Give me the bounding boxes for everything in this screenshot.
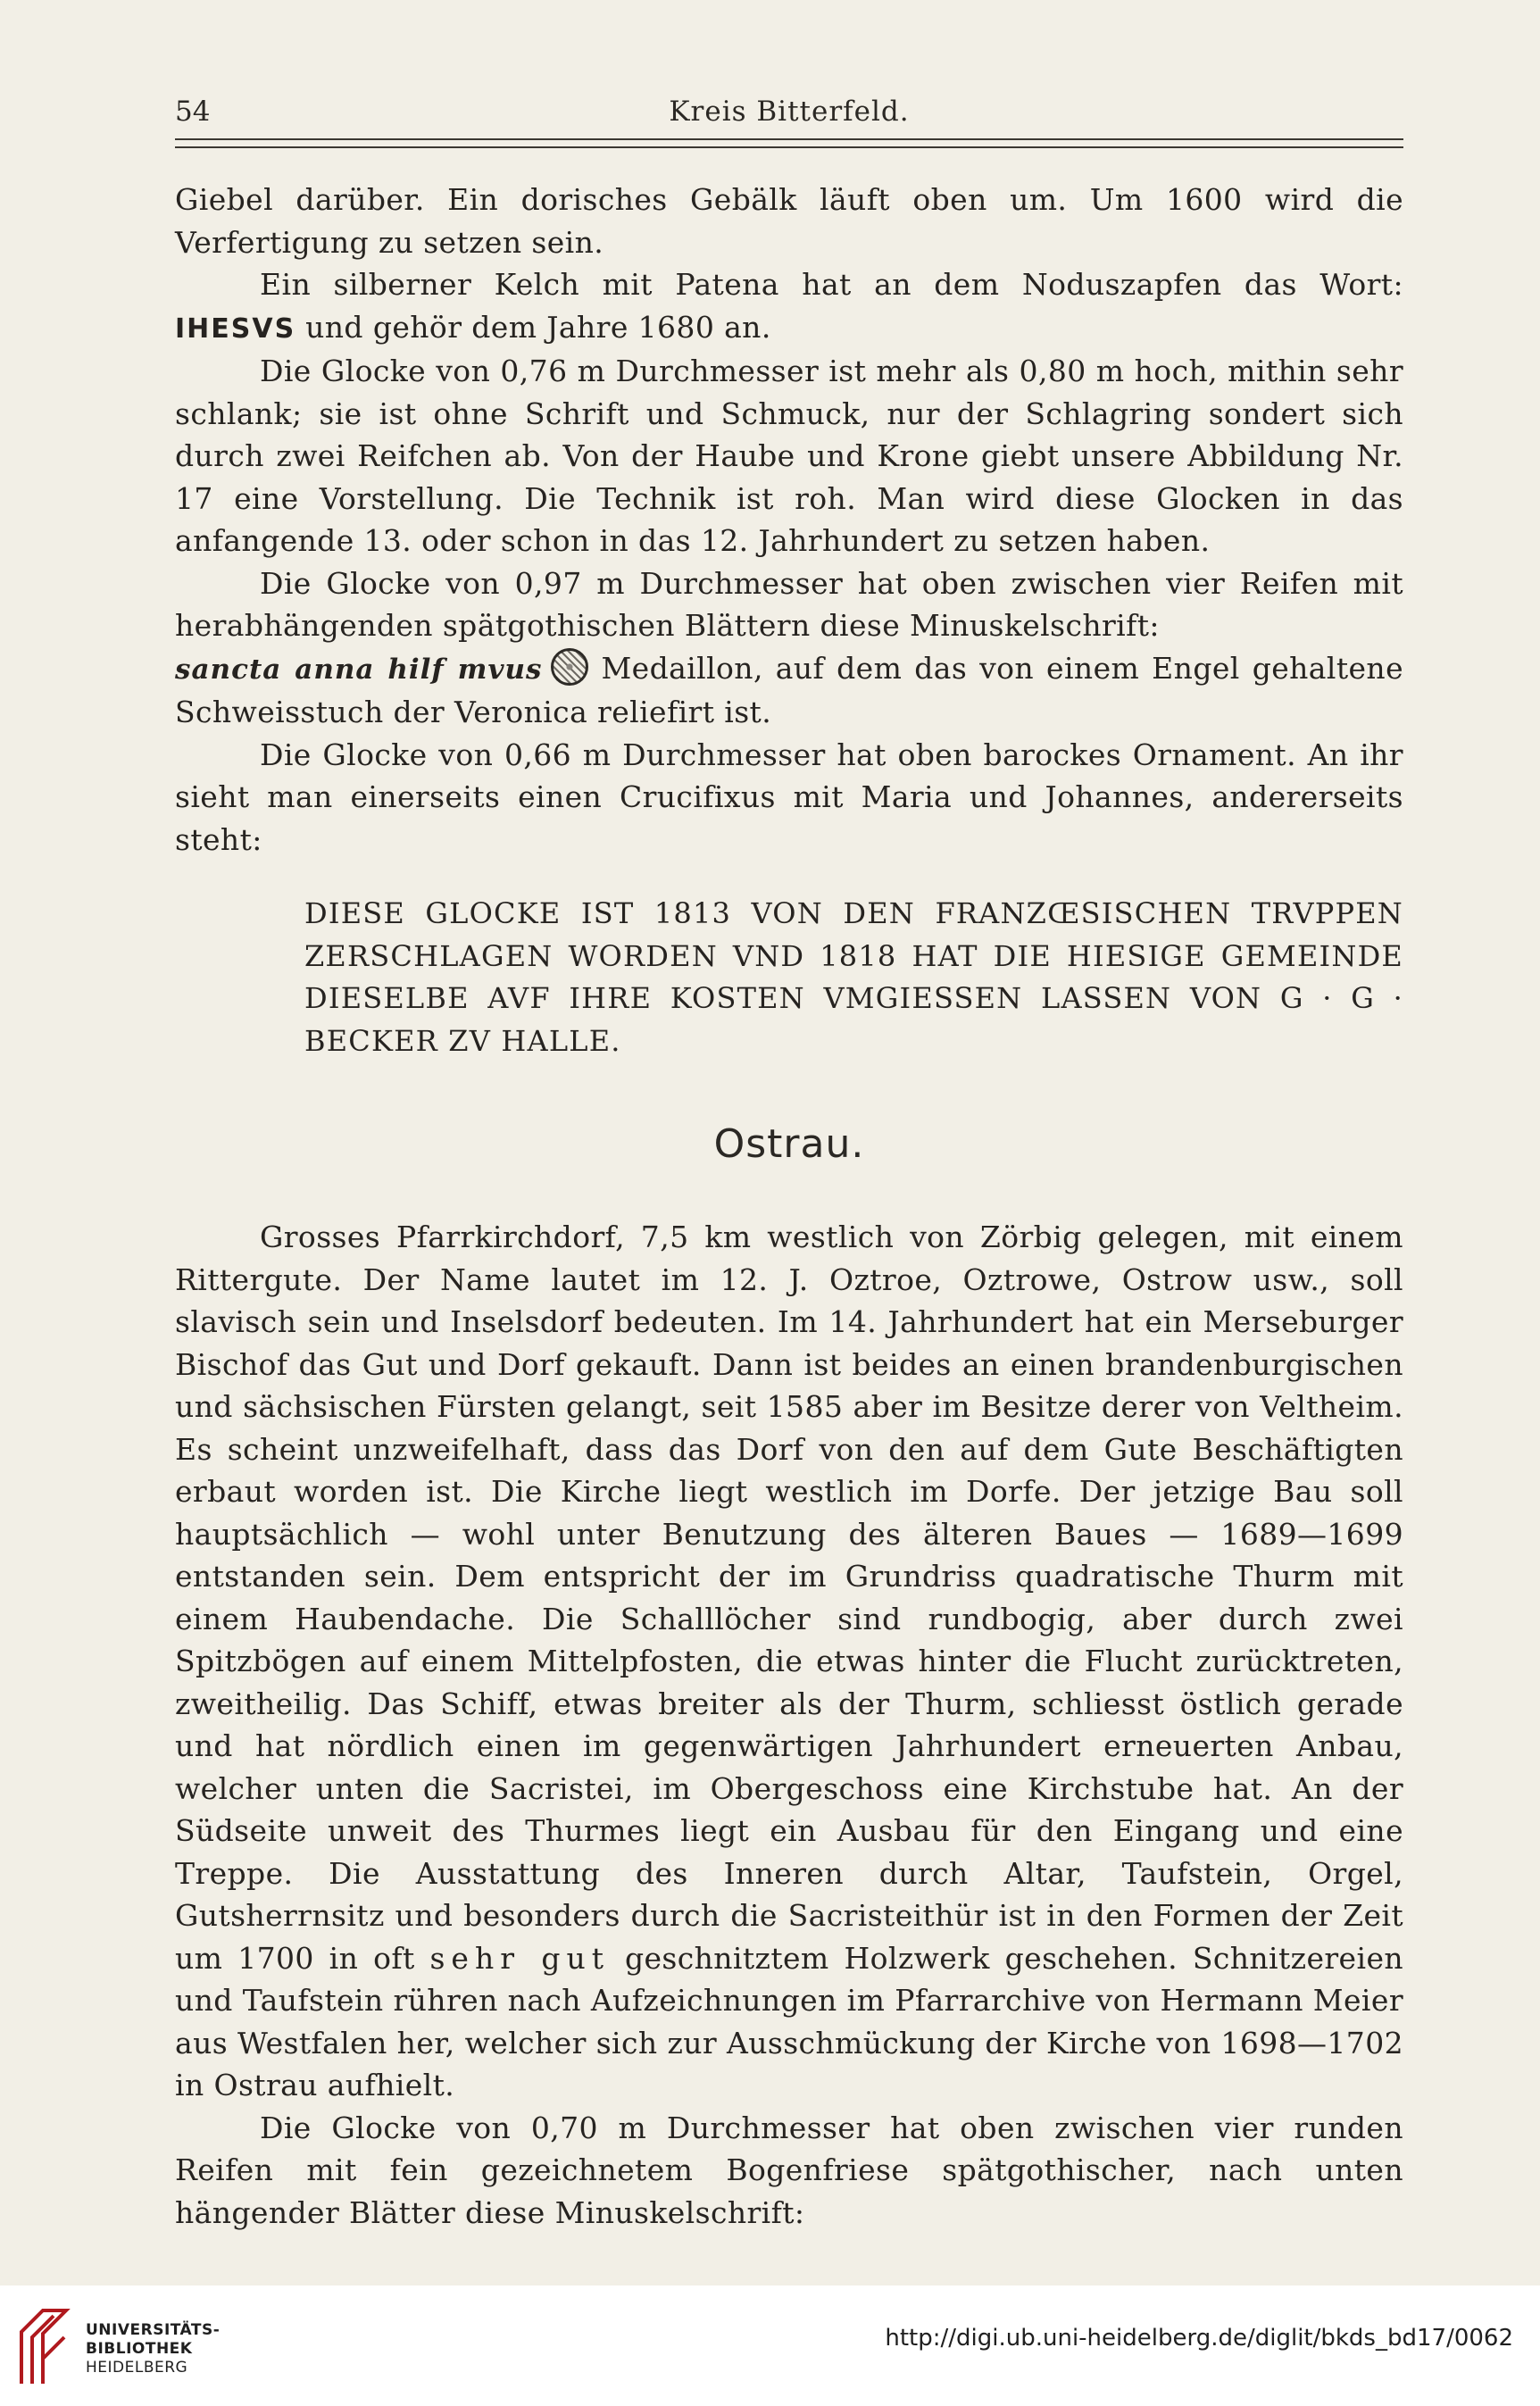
inscription-word: IHESVS bbox=[175, 312, 296, 345]
inscription-line-4: BECKER ZV HALLE. bbox=[304, 1023, 621, 1058]
running-header bbox=[175, 89, 1403, 134]
spaced-emphasis: sehr gut bbox=[429, 1940, 611, 1976]
logo-line-3: HEIDELBERG bbox=[86, 2359, 188, 2377]
paragraph-7-text-b: geschnitztem Holzwerk geschehen. Schnitzereien und Taufstein rühren nach Aufzeichnungen im Pfarrarchive von Hermann Meier aus Westfalen her, welcher sich zur Ausschmückung der Kirche von 1698—1702 in Ostrau aufhielt. bbox=[175, 1940, 1404, 2102]
running-title: Kreis Bitterfeld. bbox=[669, 96, 910, 128]
paragraph-4: Die Glocke von 0,97 m Durchmesser hat oben zwischen vier Reifen mit herabhängenden spätgothischen Blättern diese Minuskelschrift: bbox=[175, 565, 1403, 643]
digitization-footer bbox=[0, 2285, 1540, 2406]
paragraph-7 bbox=[175, 1216, 1403, 2107]
paragraph-7-text-a: Grosses Pfarrkirchdorf, 7,5 km westlich von Zörbig gelegen, mit einem Rittergute. Der Name lautet im 12. J. Oztroe, Oztrowe, Ostrow usw., soll slavisch sein und Inselsdorf bedeuten. Im 14. Jahrhundert hat ein Merseburger Bischof das Gut und Dorf gekauft. Dann ist beides an einen brandenburgischen und sächsischen Fürsten gelangt, seit 1585 aber im Besitze derer von Veltheim. Es scheint unzweifelhaft, dass das Dorf von den auf dem Gute Beschäftigten erbaut worden ist. Die Kirche liegt westlich im Dorfe. Der jetzige Bau soll hauptsächlich — wohl unter Benutzung des älteren Baues — 1689—1699 entstanden sein. Dem entspricht der im Grundriss quadratische Thurm mit einem Haubendache. Die Schalllöcher sind rundbogig, aber durch zwei Spitzbögen auf einem Mittelpfosten, die etwas hinter die Flucht zurücktreten, zweitheilig. Das Schiff, etwas breiter als der Thurm, schliesst östlich gerade und hat nördlich einen im gegenwärtigen Jahrhundert erneuerten Anbau, welcher unten die Sacristei, im Obergeschoss eine Kirchstube hat. An der Südseite unweit des Thurmes liegt ein Ausbau für den Eingang und eine Treppe. Die Ausstattung des Inneren durch Altar, Taufstein, Orgel, Gutsherrnsitz und besonders durch die Sacristeithür ist in den Formen der Zeit um 1700 in oft bbox=[175, 1220, 1403, 1976]
paragraph-6: Die Glocke von 0,66 m Durchmesser hat oben barockes Ornament. An ihr sieht man einerseits einen Crucifixus mit Maria und Johannes, andererseits steht: bbox=[175, 737, 1403, 857]
inscription-line-3: DIESELBE AVF IHRE KOSTEN VMGIESSEN LASSEN VON G · G · bbox=[304, 981, 1403, 1015]
inscription-line-2: ZERSCHLAGEN WORDEN VND 1818 HAT DIE HIESIGE GEMEINDE bbox=[304, 938, 1403, 973]
medallion-icon bbox=[551, 648, 588, 686]
logo-line-2: BIBLIOTHEK bbox=[86, 2340, 193, 2358]
paragraph-2-text-a: Ein silberner Kelch mit Patena hat an dem Noduszapfen das Wort: bbox=[260, 267, 1403, 302]
bell-inscription bbox=[304, 893, 1403, 1062]
paragraph-2-text-b: und gehör dem Jahre 1680 an. bbox=[305, 309, 771, 345]
paragraph-8: Die Glocke von 0,70 m Durchmesser hat oben zwischen vier runden Reifen mit fein gezeichnetem Bogenfriese spätgothischer, nach unten hängender Blätter diese Minuskelschrift: bbox=[175, 2110, 1403, 2230]
blackletter-inscription: sancta anna hilf mvus bbox=[175, 653, 543, 686]
header-double-rule bbox=[175, 138, 1403, 148]
library-logo-icon bbox=[16, 2305, 71, 2387]
inscription-line-1: DIESE GLOCKE IST 1813 VON DEN FRANZŒSISCHEN TRVPPEN bbox=[304, 896, 1403, 930]
paragraph-5-text: Medaillon, auf dem das von einem Engel gehaltene Schweisstuch der Veronica reliefirt ist. bbox=[175, 650, 1404, 729]
page-number: 54 bbox=[175, 96, 211, 128]
main-text bbox=[175, 179, 1403, 2234]
paragraph-5 bbox=[175, 647, 1403, 734]
library-logo-text bbox=[86, 2321, 220, 2377]
section-heading: Ostrau. bbox=[713, 1121, 865, 1167]
paragraph-3: Die Glocke von 0,76 m Durchmesser ist mehr als 0,80 m hoch, mithin sehr schlank; sie ist ohne Schrift und Schmuck, nur der Schlagring sondert sich durch zwei Reifchen ab. Von der Haube und Krone giebt unsere Abbildung Nr. 17 eine Vorstellung. Die Technik ist roh. Man wird diese Glocken in das anfangende 13. oder schon in das 12. Jahrhundert zu setzen haben. bbox=[175, 354, 1403, 558]
paragraph-2 bbox=[175, 263, 1403, 350]
paragraph-1: Giebel darüber. Ein dorisches Gebälk läuft oben um. Um 1600 wird die Verfertigung zu setzen sein. bbox=[175, 182, 1403, 260]
logo-line-1: UNIVERSITÄTS- bbox=[86, 2321, 221, 2339]
permalink-url[interactable]: http://digi.ub.uni-heidelberg.de/diglit/bkds_bd17/0062 bbox=[885, 2325, 1513, 2352]
